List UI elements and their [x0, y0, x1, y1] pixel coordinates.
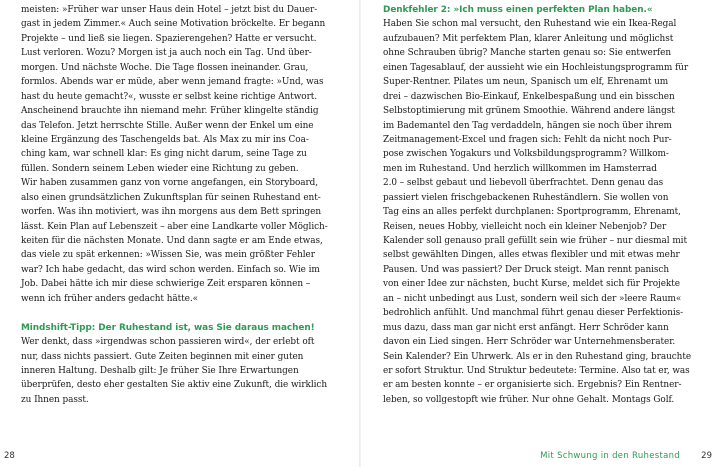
text-line: Anscheinend brauchte ihn niemand mehr. Früher klingelte ständig — [21, 106, 319, 117]
text-line: kleine Ergänzung des Taschengelds bat. Als Max zu mir ins Coa- — [21, 134, 309, 145]
text-line: nur, dass nichts passiert. Gute Zeiten beginnen mit einer guten — [21, 351, 304, 362]
text-line: aufzubauen? Mit perfektem Plan, klarer Anleitung und möglichst — [383, 33, 674, 44]
page-number-left: 28 — [4, 451, 15, 461]
text-line: Tag eins an alles perfekt durchplanen: Sportprogramm, Ehrenamt, — [383, 207, 681, 218]
text-line: Haben Sie schon mal versucht, den Ruhestand wie ein Ikea-Regal — [383, 19, 677, 30]
text-line: selbst gewählten Dingen, alles etwas flexibler und mit etwas mehr — [383, 250, 680, 261]
text-line: im Bademantel den Tag verdaddeln, hängen sie noch über ihrem — [383, 120, 672, 131]
right-body-text — [383, 17, 698, 407]
text-line: Super-Rentner. Pilates um neun, Spanisch um elf, Ehrenamt um — [383, 77, 669, 88]
text-line: keiten für die nächsten Monate. Und dann sagte er am Ende etwas, — [21, 236, 323, 246]
text-line: morgen. Und nächste Woche. Die Tage flossen ineinander. Grau, — [21, 62, 309, 73]
text-line: war? Ich habe gedacht, das wird schon werden. Einfach so. Wie im — [21, 264, 320, 275]
text-line: das Telefon. Jetzt herrschte Stille. Außer wenn der Enkel um eine — [21, 120, 314, 131]
text-line: davon ein Lied singen. Herr Schröder war Unternehmensberater. — [383, 337, 676, 348]
text-line: er sofort Struktur. Und Struktur bedeutete: Termine. Also tat er, was — [383, 365, 690, 376]
text-line: drei – dazwischen Bio-Einkauf, Enkelbespaßung und ein bisschen — [383, 91, 675, 102]
text-line: Reisen, neues Hobby, vielleicht noch ein kleiner Nebenjob? Der — [383, 221, 667, 232]
text-line: hast du heute gemacht?«, wusste er selbst keine richtige Antwort. — [21, 91, 318, 102]
text-line: Wer denkt, dass »irgendwas schon passieren wird«, der erlebt oft — [21, 337, 315, 348]
text-line: Wir haben zusammen ganz von vorne angefangen, ein Storyboard, — [21, 178, 319, 189]
left-body-text — [21, 3, 343, 306]
text-line: füllen. Sondern seinem Leben wieder eine Richtung zu geben. — [21, 163, 299, 174]
text-line: passiert vielen frischgebackenen Ruheständlern. Sie wollen von — [383, 192, 669, 203]
text-line: Lust verloren. Wozu? Morgen ist ja auch noch ein Tag. Und über- — [21, 48, 312, 59]
text-line: gast in jedem Zimmer.« Auch seine Motivation bröckelte. Er begann — [21, 19, 326, 30]
text-line: von einer Idee zur nächsten, bucht Kurse, meldet sich für Projekte — [383, 279, 680, 290]
text-line: überprüfen, desto eher gestalten Sie aktiv eine Zukunft, die wirklich — [21, 380, 327, 391]
text-line: er am besten konnte – er organisierte sich. Ergebnis? Ein Rentner- — [383, 380, 682, 391]
text-line: meisten: »Früher war unser Haus dein Hotel – jetzt bist du Dauer- — [21, 5, 318, 15]
text-line: ohne Schrauben übrig? Manche starten genau so: Sie entwerfen — [383, 48, 671, 59]
text-line: pose zwischen Yogakurs und Volksbildungsprogramm? Willkom- — [383, 149, 669, 160]
text-line: men im Ruhestand. Und herzlich willkommen im Hamsterrad — [383, 163, 657, 174]
text-line: Pausen. Und was passiert? Der Druck steigt. Man rennt panisch — [383, 264, 669, 275]
running-head: Mit Schwung in den Ruhestand — [540, 451, 680, 461]
text-line: Job. Dabei hätte ich mir diese schwierige Zeit ersparen können – — [21, 279, 311, 290]
left-column — [21, 3, 343, 407]
text-line: mus dazu, dass man gar nicht erst anfängt. Herr Schröder kann — [383, 322, 669, 333]
denkfehler-heading: Denkfehler 2: »Ich muss einen perfekten Plan haben.« — [383, 5, 653, 15]
text-line: bedrohlich anfühlt. Und manchmal führt genau dieser Perfektionis- — [383, 308, 684, 319]
text-line: formlos. Abends war er müde, aber wenn jemand fragte: »Und, was — [21, 77, 324, 88]
text-line: an – nicht unbedingt aus Lust, sondern weil sich der »leere Raum« — [383, 293, 682, 304]
text-line: leben, so vollgestopft wie früher. Nur ohne Gehalt. Montags Golf. — [383, 394, 675, 405]
page-number-right: 29 — [701, 451, 712, 461]
text-line: worfen. Was ihn motiviert, was ihn morgens aus dem Bett springen — [21, 207, 322, 218]
text-line: lässt. Kein Plan auf Lebenszeit – aber eine Landkarte voller Möglich- — [21, 221, 328, 232]
text-line: Zeitmanagement-Excel und fragen sich: Fehlt da nicht noch Pur- — [383, 134, 672, 145]
text-line: Selbstoptimierung mit grünem Smoothie. Während andere längst — [383, 106, 675, 117]
text-line: Sein Kalender? Ein Uhrwerk. Als er in den Ruhestand ging, brauchte — [383, 351, 692, 362]
text-line: Projekte – und ließ sie liegen. Spazierengehen? Hatte er versucht. — [21, 33, 317, 44]
text-line: ching kam, war schnell klar: Es ging nicht darum, seine Tage zu — [21, 149, 307, 160]
right-page — [360, 0, 720, 467]
text-line: das viele zu spät erkennen: »Wissen Sie, was mein größter Fehler — [21, 250, 315, 261]
right-column — [383, 3, 698, 407]
text-line: 2.0 – selbst gebaut und liebevoll überfrachtet. Denn genau das — [383, 178, 664, 189]
mindshift-tip-text — [21, 335, 343, 407]
text-line: Kalender soll genauso prall gefüllt sein wie früher – nur diesmal mit — [383, 236, 687, 246]
text-line: wenn ich früher anders gedacht hätte.« — [21, 293, 199, 304]
text-line: einen Tagesablauf, der aussieht wie ein Hochleistungsprogramm für — [383, 62, 689, 73]
text-line: inneren Haltung. Deshalb gilt: Je früher Sie Ihre Erwartungen — [21, 365, 299, 376]
mindshift-tip-heading: Mindshift-Tipp: Der Ruhestand ist, was Sie daraus machen! — [21, 322, 315, 333]
text-line: also einen grundsätzlichen Zukunftsplan für seinen Ruhestand ent- — [21, 192, 321, 203]
text-line: zu Ihnen passt. — [21, 394, 89, 405]
